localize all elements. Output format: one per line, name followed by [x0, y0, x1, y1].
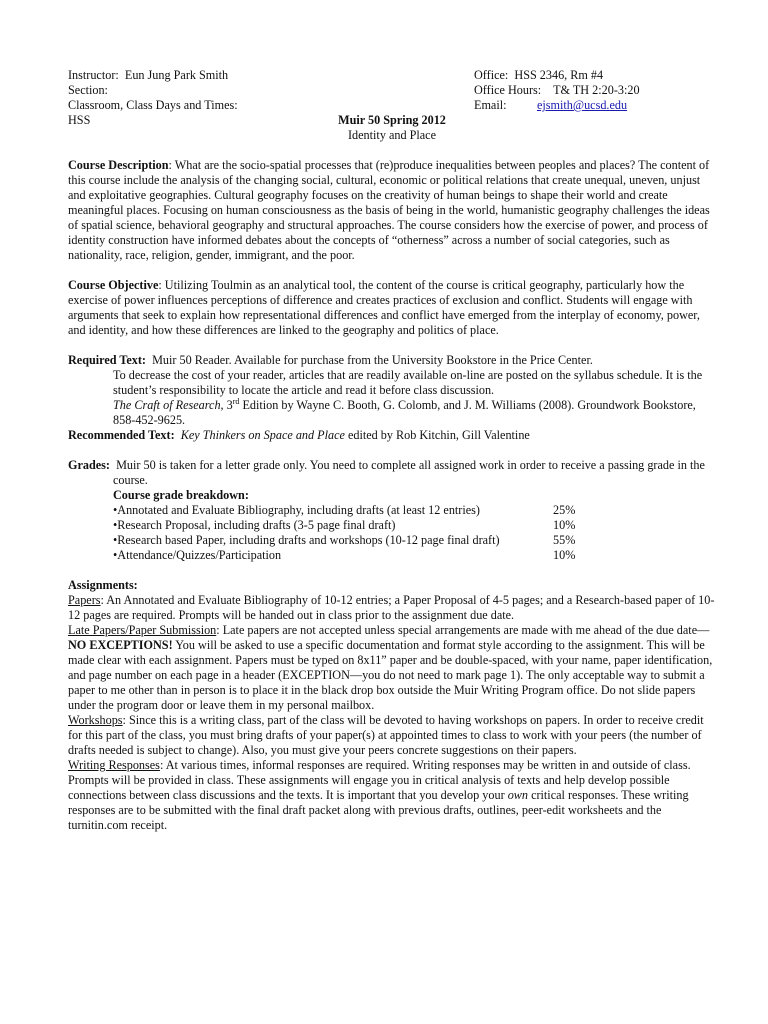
grade-percent: 55%: [553, 533, 576, 547]
required-text-line2: To decrease the cost of your reader, articles that are readily available on-line are posted on the syllabus schedule. It is the student’s responsibility to locate the article and read it before class discussion.: [113, 368, 703, 397]
assignments-section: [68, 578, 716, 833]
section-label: Section:: [68, 83, 108, 97]
writing-responses-italic: own: [507, 788, 529, 802]
instructor-label: Instructor:: [68, 68, 119, 82]
header-right: [474, 68, 640, 113]
course-objective-section: [68, 278, 716, 338]
email-label: Email:: [474, 98, 507, 112]
office-hours-value: T& TH 2:20-3:20: [553, 83, 640, 97]
papers-label: Papers: [68, 593, 101, 607]
writing-responses-text1: : At various times, informal responses are required. Writing responses may be written in and outside of class. Prompts will be provided in class. These assignments will engage you in critical analysis of texts and help develop possible connections between class discussions and the texts. It is important that you develop your: [68, 758, 691, 802]
required-book-rest: Edition by Wayne C. Booth, G. Colomb, and J. M. Williams (2008). Groundwork Bookstore, 858-452-9625.: [113, 398, 696, 427]
office-label: Office:: [474, 68, 509, 82]
instructor-line: [68, 68, 238, 83]
workshops-text: : Since this is a writing class, part of the class will be devoted to having workshops on papers. In order to receive credit for this part of the class, you must bring drafts of your paper(s) at appointed times to class to work with your peers (the number of drafts needed is subject to change). Also, you must give your peers concrete suggestions on their papers.: [68, 713, 704, 757]
course-description-section: [68, 158, 716, 263]
grade-breakdown-label: Course grade breakdown:: [113, 488, 249, 502]
grade-percent: 10%: [553, 548, 576, 562]
grade-item: •Research based Paper, including drafts and workshops (10-12 page final draft): [113, 533, 500, 547]
email-link[interactable]: ejsmith@ucsd.edu: [536, 98, 628, 112]
classroom-value: HSS: [68, 113, 91, 127]
late-papers-label: Late Papers/Paper Submission: [68, 623, 217, 637]
recommended-text-title: Key Thinkers on Space and Place: [180, 428, 345, 442]
writing-responses-paragraph: [68, 758, 716, 833]
required-book-title: The Craft of Research,: [113, 398, 224, 412]
assignments-label: Assignments:: [68, 578, 138, 592]
office-hours-line: [474, 83, 640, 98]
required-book: [68, 398, 716, 428]
grades-text: Muir 50 is taken for a letter grade only. You need to complete all assigned work in order to receive a passing grade in the course.: [113, 458, 705, 487]
grades-label: Grades:: [68, 458, 110, 472]
office-hours-label: Office Hours:: [474, 83, 542, 97]
required-book-edition-sup: rd: [232, 396, 240, 406]
required-text-line1: Muir 50 Reader. Available for purchase from the University Bookstore in the Price Center.: [152, 353, 593, 367]
papers-paragraph: [68, 593, 716, 623]
writing-responses-text2: critical responses. These writing responses are to be submitted with the final draft packet along with previous drafts, outlines, peer-edit worksheets and the turnitin.com receipt.: [68, 788, 689, 832]
course-objective-label: Course Objective: [68, 278, 159, 292]
course-subtitle: Identity and Place: [348, 128, 436, 142]
email-line: [474, 98, 640, 113]
syllabus-page: [68, 68, 716, 833]
office-line: [474, 68, 640, 83]
grade-percent: 25%: [553, 503, 576, 517]
instructor-name: Eun Jung Park Smith: [124, 68, 229, 82]
grade-row: [113, 518, 716, 533]
workshops-label: Workshops: [68, 713, 123, 727]
course-title: Muir 50 Spring 2012: [338, 113, 446, 127]
writing-responses-label: Writing Responses: [68, 758, 160, 772]
late-papers-text2: You will be asked to use a specific documentation and format style according to the assignment. This will be made clear with each assignment. Papers must be typed on 8x11” paper and be double-spaced, with your name, paper identification, and page number on each page in a header (EXCEPTION—you do not need to mark page 1). The only acceptable way to submit a paper to me other than in person is to place it in the black drop box outside the Muir Writing Program office. Do not slide papers under the program door or leave them in my personal mailbox.: [68, 638, 713, 712]
grade-row: [113, 503, 716, 518]
late-papers-paragraph: [68, 623, 716, 713]
grade-percent: 10%: [553, 518, 576, 532]
grade-breakdown: [113, 488, 716, 563]
late-papers-bold: NO EXCEPTIONS!: [68, 638, 173, 652]
grades-section: [68, 458, 716, 563]
header-left: [68, 68, 238, 128]
recommended-text-rest: edited by Rob Kitchin, Gill Valentine: [344, 428, 530, 442]
late-papers-text1: : Late papers are not accepted unless special arrangements are made with me ahead of the due date—: [216, 623, 710, 637]
course-objective-text: : Utilizing Toulmin as an analytical tool, the content of the course is critical geography, particularly how the exercise of power influences perceptions of difference and creates practices of exclusion and conflict. Students will engage with arguments that seek to explain how representational differences and conflict have emerged from the interplay of economy, power, and identity, and how these differences are linked to the geography and politics of place.: [68, 278, 700, 337]
workshops-paragraph: [68, 713, 716, 758]
grade-item: •Annotated and Evaluate Bibliography, including drafts (at least 12 entries): [113, 503, 480, 517]
papers-text: : An Annotated and Evaluate Bibliography of 10-12 entries; a Paper Proposal of 4-5 pages; and a Research-based paper of 10-12 pages are required. Prompts will be handed out in class prior to the assignment due date.: [68, 593, 715, 622]
required-book-edition: 3: [223, 398, 233, 412]
header-block: [68, 68, 716, 128]
course-description-label: Course Description: [68, 158, 169, 172]
grade-row: [113, 533, 716, 548]
required-text-section: [68, 353, 716, 443]
recommended-text-label: Recommended Text:: [68, 428, 175, 442]
course-description-text: : What are the socio-spatial processes that (re)produce inequalities between peoples and places? The content of this course include the analysis of the changing social, cultural, economic or political relations that create unequal, uneven, unjust and exploitative geographies. Cultural geography focuses on the creativity of human beings to shape their world and create meaningful places. Focusing on human consciousness as the basis of being in the world, humanistic geography challenges the ideas of spatial science, behavioral geography and structural approaches. The course considers how the exercise of power, and process of identity construction have informed debates about the concepts of “otherness” across a number of social categories, such as nationality, race, religion, gender, immigrant, and the poor.: [68, 158, 710, 262]
office-value: HSS 2346, Rm #4: [514, 68, 604, 82]
grade-item: •Research Proposal, including drafts (3-5 page final draft): [113, 518, 396, 532]
required-text-label: Required Text:: [68, 353, 146, 367]
grade-row: [113, 548, 716, 563]
grade-item: •Attendance/Quizzes/Participation: [113, 548, 282, 562]
recommended-text: [68, 428, 716, 443]
classroom-label: Classroom, Class Days and Times:: [68, 98, 238, 112]
